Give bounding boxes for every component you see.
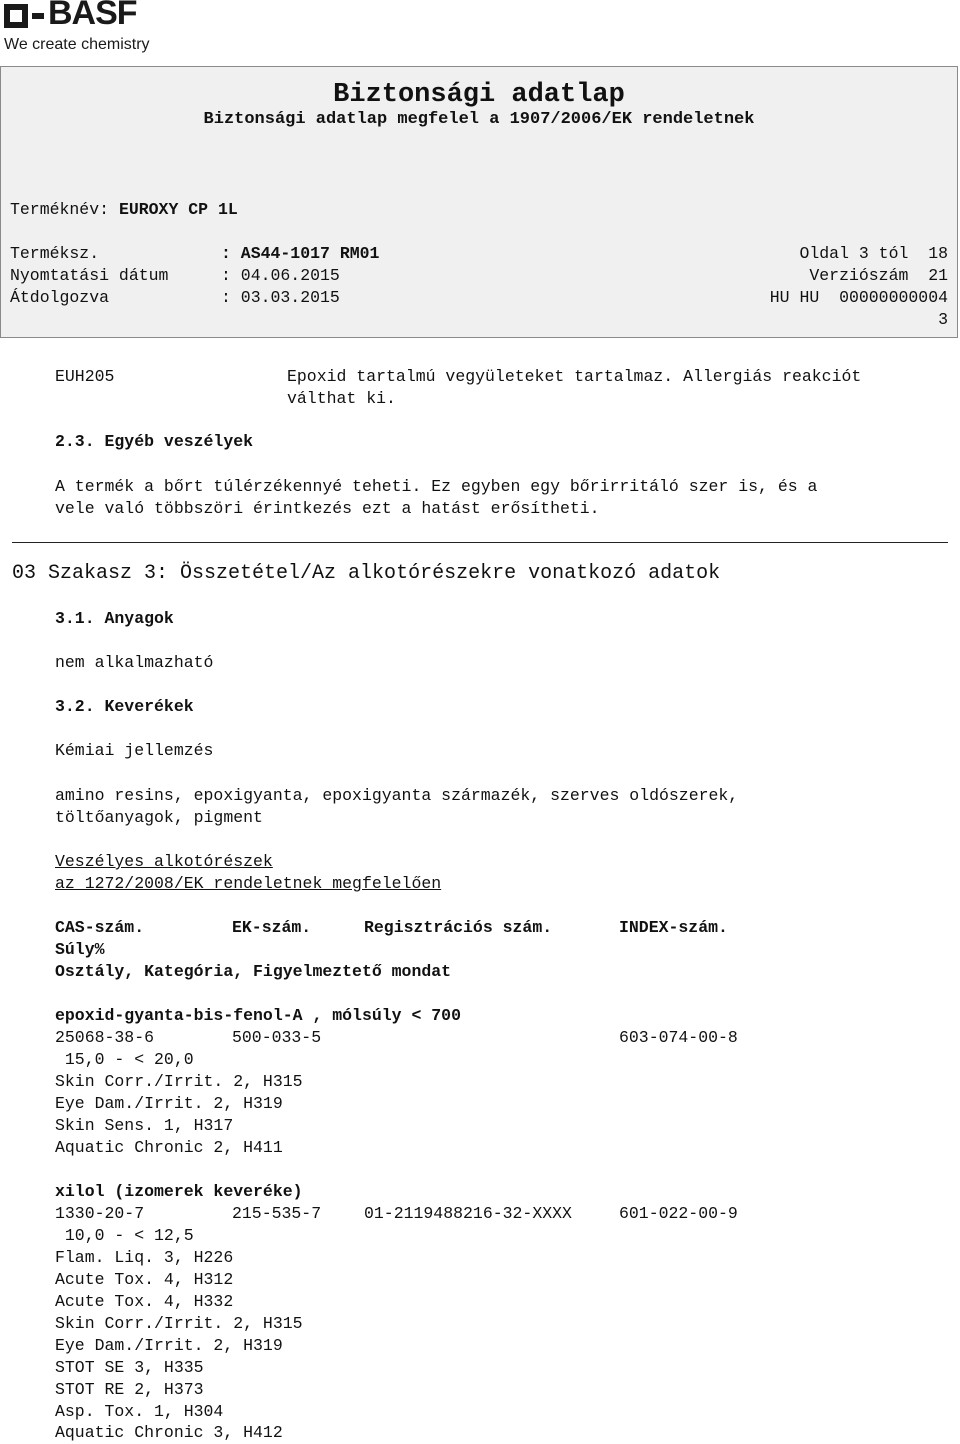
section-2-3-line2: vele való többszöri érintkezés ezt a hatást erősítheti.	[55, 499, 600, 518]
document-title: Biztonsági adatlap	[333, 80, 625, 110]
component-index: 601-022-00-9	[619, 1204, 738, 1223]
section-divider	[12, 542, 948, 543]
component-class: Skin Corr./Irrit. 2, H315	[55, 1314, 303, 1333]
col-header-cas: CAS-szám.	[55, 918, 145, 937]
euh-code: EUH205	[55, 367, 115, 386]
col-header-registration: Regisztrációs szám.	[364, 918, 553, 937]
col-header-classification: Osztály, Kategória, Figyelmeztető mondat	[55, 962, 452, 981]
product-name-line	[10, 199, 238, 221]
component-class: Eye Dam./Irrit. 2, H319	[55, 1336, 283, 1355]
print-date-label: Nyomtatási dátum	[10, 266, 169, 285]
document-code: HU HU 00000000004	[769, 288, 948, 307]
hazardous-components-heading-line1: Veszélyes alkotórészek	[55, 852, 273, 871]
corner-number: 3	[938, 310, 948, 329]
hazardous-components-heading-line2: az 1272/2008/EK rendeletnek megfelelően	[55, 874, 442, 893]
component-name: epoxid-gyanta-bis-fenol-A , mólsúly < 700	[55, 1006, 461, 1025]
component-class: Skin Corr./Irrit. 2, H315	[55, 1072, 303, 1091]
col-header-ek: EK-szám.	[232, 918, 312, 937]
euh-text-line1: Epoxid tartalmú vegyületeket tartalmaz. Allergiás reakciót	[287, 367, 862, 386]
component-class: Acute Tox. 4, H312	[55, 1270, 234, 1289]
col-header-index: INDEX-szám.	[619, 918, 728, 937]
component-class: STOT SE 3, H335	[55, 1358, 204, 1377]
component-ek: 500-033-5	[232, 1028, 322, 1047]
chemical-characterization-line1: amino resins, epoxigyanta, epoxigyanta származék, szerves oldószerek,	[55, 786, 739, 805]
component-class: Asp. Tox. 1, H304	[55, 1402, 224, 1421]
chemical-characterization-line2: töltőanyagok, pigment	[55, 808, 263, 827]
section-3-1-text: nem alkalmazható	[55, 653, 214, 672]
section-3-heading: 03 Szakasz 3: Összetétel/Az alkotórészekre vonatkozó adatok	[12, 562, 721, 585]
col-header-weight: Súly%	[55, 940, 105, 959]
euh-text-line2: válthat ki.	[287, 389, 396, 408]
component-class: Aquatic Chronic 2, H411	[55, 1138, 283, 1157]
revised-label: Átdolgozva	[10, 288, 110, 307]
component-class: Flam. Liq. 3, H226	[55, 1248, 234, 1267]
logo-text: BASF	[48, 0, 137, 32]
chemical-characterization-label: Kémiai jellemzés	[55, 741, 214, 760]
component-name: xilol (izomerek keveréke)	[55, 1182, 303, 1201]
product-number-label: Terméksz.	[10, 244, 100, 263]
section-3-1-heading: 3.1. Anyagok	[55, 609, 174, 628]
product-number-value: : AS44-1017 RM01	[221, 244, 380, 263]
product-name: EUROXY CP 1L	[118, 200, 238, 219]
component-cas: 1330-20-7	[55, 1204, 145, 1223]
component-ek: 215-535-7	[232, 1204, 322, 1223]
component-class: Acute Tox. 4, H332	[55, 1292, 234, 1311]
section-2-3-heading: 2.3. Egyéb veszélyek	[55, 432, 254, 451]
revised-value: : 03.03.2015	[221, 288, 340, 307]
print-date-value: : 04.06.2015	[221, 266, 340, 285]
component-registration: 01-2119488216-32-XXXX	[364, 1204, 572, 1223]
component-weight: 10,0 - < 12,5	[55, 1226, 194, 1245]
component-class: Eye Dam./Irrit. 2, H319	[55, 1094, 283, 1113]
brand-tagline: We create chemistry	[4, 36, 150, 53]
product-label: Terméknév:	[10, 200, 110, 219]
document-subtitle: Biztonsági adatlap megfelel a 1907/2006/EK rendeletnek	[203, 110, 755, 129]
page-indicator: Oldal 3 tól 18	[799, 244, 948, 263]
section-2-3-line1: A termék a bőrt túlérzékennyé teheti. Ez egyben egy bőrirritáló szer is, és a	[55, 477, 818, 496]
component-class: Aquatic Chronic 3, H412	[55, 1423, 283, 1442]
version-number: Verziószám 21	[809, 266, 948, 285]
component-cas: 25068-38-6	[55, 1028, 155, 1047]
component-weight: 15,0 - < 20,0	[55, 1050, 194, 1069]
section-3-2-heading: 3.2. Keverékek	[55, 697, 194, 716]
component-class: Skin Sens. 1, H317	[55, 1116, 234, 1135]
logo-square-icon	[4, 4, 28, 28]
component-class: STOT RE 2, H373	[55, 1380, 204, 1399]
logo-dash-icon	[32, 13, 44, 19]
component-index: 603-074-00-8	[619, 1028, 738, 1047]
